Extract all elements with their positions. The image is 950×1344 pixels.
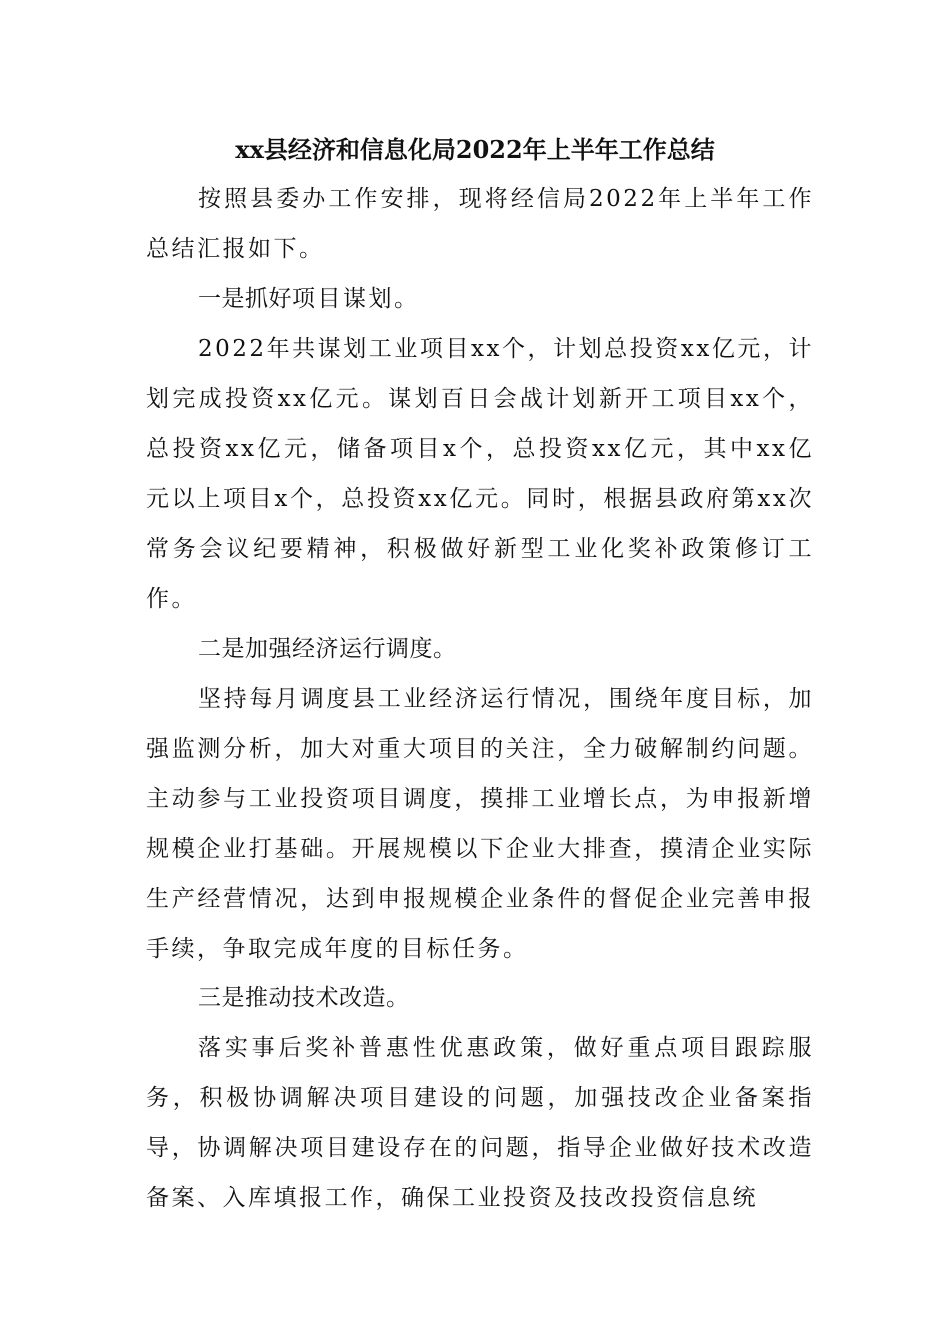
- section-1-heading: [146, 274, 814, 324]
- section-1-heading-bold: 一是抓好: [198, 286, 292, 312]
- intro-paragraph: 按照县委办工作安排，现将经信局2022年上半年工作总结汇报如下。: [146, 186, 814, 262]
- section-2-heading: 二是加强经济运行调度。: [198, 636, 457, 662]
- section-2-paragraph: 坚持每月调度县工业经济运行情况，围绕年度目标，加强监测分析，加大对重大项目的关注，全力破解制约问题。主动参与工业投资项目调度，摸排工业增长点，为申报新增规模企业打基础。开展规模以下企业大排查，摸清企业实际生产经营情况，达到申报规模企业条件的督促企业完善申报手续，争取完成年度的目标任务。: [146, 686, 814, 962]
- section-3-paragraph: 落实事后奖补普惠性优惠政策，做好重点项目跟踪服务，积极协调解决项目建设的问题，加强技改企业备案指导，协调解决项目建设存在的问题，指导企业做好技术改造备案、入库填报工作，确保工业投资及技改投资信息统: [146, 1035, 814, 1211]
- document-title: xx县经济和信息化局2022年上半年工作总结: [235, 135, 715, 164]
- section-3-heading: 三是推动技术改造。: [198, 985, 410, 1011]
- section-1-heading-rest: 项目谋划。: [292, 286, 420, 312]
- section-1-paragraph: 2022年共谋划工业项目xx个，计划总投资xx亿元，计划完成投资xx亿元。谋划百日会战计划新开工项目xx个，总投资xx亿元，储备项目x个，总投资xx亿元，其中xx亿元以上项目x个，总投资xx亿元。同时，根据县政府第xx次常务会议纪要精神，积极做好新型工业化奖补政策修订工作。: [146, 336, 814, 612]
